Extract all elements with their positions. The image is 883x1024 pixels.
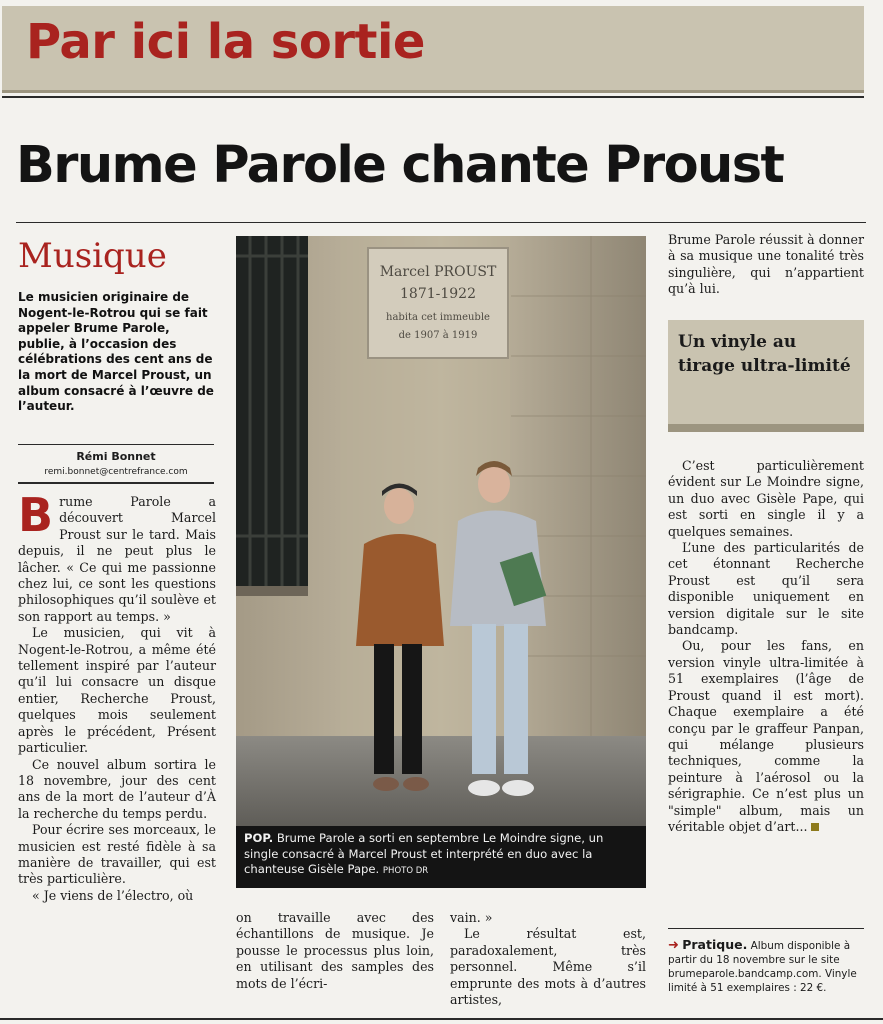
photo-caption bbox=[236, 826, 646, 888]
caption-text: Brume Parole a sorti en septembre Le Moindre signe, un single consacré à Marcel Proust et interprété en duo avec la chanteuse Gisèle Pape. bbox=[244, 831, 604, 876]
paragraph: rume Parole a découvert Marcel Proust sur le tard. Mais depuis, il ne peut plus le lâcher. « Ce qui me passionne chez lui, ce sont les questions philosophiques qu’il soulève et son rapport au temps. » bbox=[18, 494, 216, 624]
pratique-rule bbox=[668, 928, 864, 929]
author-rule-top bbox=[18, 444, 214, 445]
body-column-3 bbox=[450, 910, 646, 1008]
body-column-1 bbox=[18, 488, 216, 904]
paragraph: on travaille avec des échantillons de musique. Je pousse le processus plus loin, en utilisant des samples des mots de l’écri- bbox=[236, 910, 434, 991]
plaque-line4: de 1907 à 1919 bbox=[398, 330, 478, 341]
paragraph: L’une des particularités de cet étonnant Recherche Proust est qu’il sera disponible uniquement en version digitale sur le site bandcamp. bbox=[668, 540, 864, 638]
article-photo bbox=[236, 236, 646, 826]
subheading: Un vinyle au tirage ultra-limité bbox=[678, 332, 851, 376]
practical-label: Pratique. bbox=[682, 937, 748, 952]
paragraph: vain. » bbox=[450, 910, 493, 925]
end-mark-icon bbox=[811, 823, 819, 831]
author-rule-bottom bbox=[18, 482, 214, 484]
banner-rule bbox=[2, 96, 864, 98]
paragraph: Ce nouvel album sortira le 18 novembre, jour des cent ans de la mort de l’auteur d’À la recherche du temps perdu. bbox=[18, 756, 216, 821]
paragraph: Ou, pour les fans, en version vinyle ultra-limitée à 51 exemplaires (l’âge de Proust quand il est mort). Chaque exemplaire a été conçu par le graffeur Panpan, qui mélange plusieurs techniques, comme la peinture à l’aérosol ou la sérigraphie. Ce n’est plus un "simple" album, mais un véritable objet d’art... bbox=[668, 638, 864, 834]
paragraph: C’est particulièrement évident sur Le Moindre signe, un duo avec Gisèle Pape, qui est sorti en single il y a quelques semaines. bbox=[668, 458, 864, 539]
author-email: remi.bonnet@centrefrance.com bbox=[44, 467, 188, 477]
author-name: Rémi Bonnet bbox=[76, 450, 156, 463]
rubric: Musique bbox=[18, 236, 167, 276]
body-column-2 bbox=[236, 910, 434, 992]
paragraph: « Je viens de l’électro, où bbox=[32, 887, 194, 903]
practical-info bbox=[668, 938, 864, 995]
body-column-4-top bbox=[668, 232, 864, 298]
paragraph: Pour écrire ses morceaux, le musicien est resté fidèle à sa manière de travailler, qui est très particulière. bbox=[18, 822, 216, 887]
paragraph: Brume Parole réussit à donner à sa musique une tonalité très singulière, qui n’appartient qu’à lui. bbox=[668, 232, 864, 297]
headline-rule bbox=[16, 222, 866, 223]
paragraph: Le résultat est, paradoxalement, très personnel. Même s’il emprunte des mots à d’autres artistes, bbox=[450, 926, 646, 1008]
chapo: Le musicien originaire de Nogent-le-Rotrou qui se fait appeler Brume Parole, publie, à l’occasion des célébrations des cent ans de la mort de Marcel Proust, un album consacré à l’œuvre de l’auteur. bbox=[18, 290, 214, 414]
article-headline: Brume Parole chante Proust bbox=[16, 136, 784, 195]
drop-cap: B bbox=[18, 488, 54, 542]
photo-credit: PHOTO DR bbox=[382, 866, 429, 876]
practical-text: Album disponible à partir du 18 novembre sur le site brumeparole.bandcamp.com. Vinyle limité à 51 exemplaires : 22 €. bbox=[668, 940, 857, 994]
body-column-4 bbox=[668, 458, 864, 835]
caption-lead: POP. bbox=[244, 831, 274, 845]
plaque-line1: Marcel PROUST bbox=[379, 264, 497, 280]
section-title: Par ici la sortie bbox=[26, 14, 425, 70]
plaque-line3: habita cet immeuble bbox=[386, 312, 490, 323]
subheading-box bbox=[668, 320, 864, 432]
page-bottom-rule bbox=[0, 1018, 883, 1020]
plaque-line2: 1871-1922 bbox=[400, 286, 476, 302]
arrow-right-icon: ➜ bbox=[668, 938, 679, 953]
paragraph: Le musicien, qui vit à Nogent-le-Rotrou, a même été tellement inspiré par l’auteur qu’il lui consacre un disque entier, Recherche Proust, quelques mois seulement après le précédent, Présent particulier. bbox=[18, 625, 216, 756]
